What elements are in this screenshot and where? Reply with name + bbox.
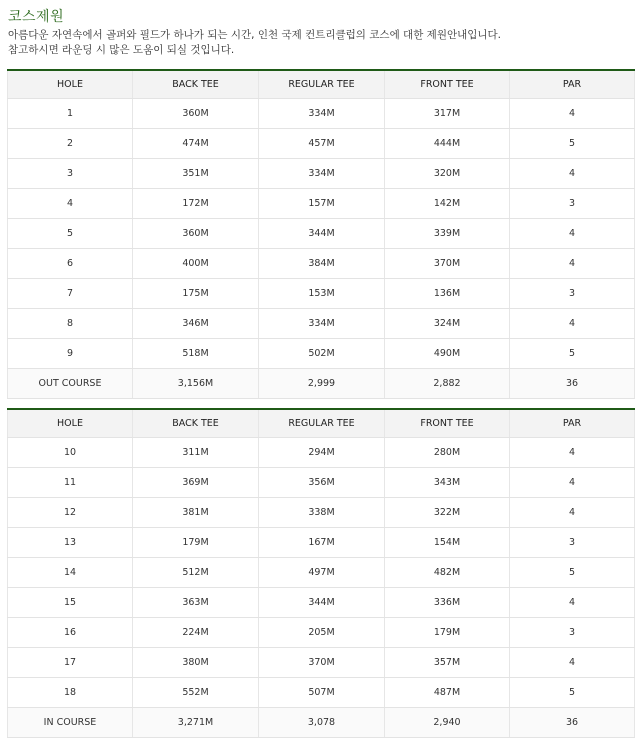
col-header-hole: HOLE	[8, 409, 133, 438]
cell-front-tee: 320M	[385, 159, 510, 189]
cell-regular-tee: 370M	[259, 648, 385, 678]
cell-front-tee: 370M	[385, 249, 510, 279]
table-row	[8, 219, 635, 249]
cell-front-tee: 490M	[385, 339, 510, 369]
table-row	[8, 309, 635, 339]
in-course-table	[7, 408, 635, 738]
cell-back-tee: 346M	[133, 309, 259, 339]
col-header-front-tee: FRONT TEE	[385, 70, 510, 99]
table-row	[8, 498, 635, 528]
cell-back-tee: 363M	[133, 588, 259, 618]
page-title: 코스제원	[8, 9, 65, 25]
col-header-par: PAR	[510, 409, 635, 438]
cell-par: 4	[510, 249, 635, 279]
cell-front-tee: 487M	[385, 678, 510, 708]
cell-hole: 2	[8, 129, 133, 159]
cell-front-tee: 357M	[385, 648, 510, 678]
cell-par: 5	[510, 558, 635, 588]
table-row	[8, 279, 635, 309]
total-label: OUT COURSE	[8, 369, 133, 399]
col-header-par: PAR	[510, 70, 635, 99]
table-row	[8, 438, 635, 468]
cell-front-tee: 343M	[385, 468, 510, 498]
total-regular-tee: 3,078	[259, 708, 385, 738]
table-header-row	[8, 70, 635, 99]
cell-par: 4	[510, 219, 635, 249]
cell-back-tee: 552M	[133, 678, 259, 708]
table-row	[8, 159, 635, 189]
cell-par: 4	[510, 309, 635, 339]
cell-back-tee: 381M	[133, 498, 259, 528]
out-course-table	[7, 69, 635, 399]
cell-regular-tee: 507M	[259, 678, 385, 708]
cell-back-tee: 360M	[133, 219, 259, 249]
total-par: 36	[510, 708, 635, 738]
cell-hole: 10	[8, 438, 133, 468]
cell-front-tee: 179M	[385, 618, 510, 648]
cell-front-tee: 322M	[385, 498, 510, 528]
total-par: 36	[510, 369, 635, 399]
cell-par: 5	[510, 339, 635, 369]
cell-regular-tee: 344M	[259, 219, 385, 249]
table-row	[8, 528, 635, 558]
table-row	[8, 249, 635, 279]
cell-back-tee: 224M	[133, 618, 259, 648]
table-row	[8, 588, 635, 618]
cell-front-tee: 336M	[385, 588, 510, 618]
col-header-front-tee: FRONT TEE	[385, 409, 510, 438]
total-label: IN COURSE	[8, 708, 133, 738]
cell-front-tee: 324M	[385, 309, 510, 339]
table-row	[8, 648, 635, 678]
table-row	[8, 618, 635, 648]
cell-back-tee: 311M	[133, 438, 259, 468]
cell-back-tee: 380M	[133, 648, 259, 678]
cell-hole: 8	[8, 309, 133, 339]
cell-back-tee: 172M	[133, 189, 259, 219]
cell-regular-tee: 497M	[259, 558, 385, 588]
description-line-2: 참고하시면 라운딩 시 많은 도움이 되실 것입니다.	[8, 44, 235, 56]
cell-hole: 18	[8, 678, 133, 708]
cell-front-tee: 482M	[385, 558, 510, 588]
cell-par: 4	[510, 159, 635, 189]
cell-hole: 15	[8, 588, 133, 618]
table-row	[8, 339, 635, 369]
cell-regular-tee: 294M	[259, 438, 385, 468]
cell-hole: 4	[8, 189, 133, 219]
cell-front-tee: 444M	[385, 129, 510, 159]
cell-par: 3	[510, 279, 635, 309]
cell-back-tee: 360M	[133, 99, 259, 129]
cell-regular-tee: 205M	[259, 618, 385, 648]
cell-regular-tee: 344M	[259, 588, 385, 618]
table-header-row	[8, 409, 635, 438]
cell-hole: 17	[8, 648, 133, 678]
table-row	[8, 99, 635, 129]
total-front-tee: 2,940	[385, 708, 510, 738]
cell-regular-tee: 502M	[259, 339, 385, 369]
total-regular-tee: 2,999	[259, 369, 385, 399]
out-course-total-row	[8, 369, 635, 399]
cell-front-tee: 280M	[385, 438, 510, 468]
cell-regular-tee: 338M	[259, 498, 385, 528]
cell-front-tee: 317M	[385, 99, 510, 129]
table-row	[8, 558, 635, 588]
cell-back-tee: 369M	[133, 468, 259, 498]
cell-back-tee: 474M	[133, 129, 259, 159]
cell-front-tee: 339M	[385, 219, 510, 249]
cell-regular-tee: 153M	[259, 279, 385, 309]
col-header-hole: HOLE	[8, 70, 133, 99]
table-row	[8, 129, 635, 159]
cell-hole: 3	[8, 159, 133, 189]
cell-back-tee: 518M	[133, 339, 259, 369]
table-row	[8, 189, 635, 219]
table-row	[8, 678, 635, 708]
cell-back-tee: 400M	[133, 249, 259, 279]
total-front-tee: 2,882	[385, 369, 510, 399]
cell-par: 4	[510, 648, 635, 678]
in-course-total-row	[8, 708, 635, 738]
cell-hole: 5	[8, 219, 133, 249]
cell-regular-tee: 457M	[259, 129, 385, 159]
cell-back-tee: 512M	[133, 558, 259, 588]
cell-par: 5	[510, 129, 635, 159]
cell-par: 3	[510, 189, 635, 219]
cell-hole: 14	[8, 558, 133, 588]
col-header-regular-tee: REGULAR TEE	[259, 70, 385, 99]
cell-par: 4	[510, 498, 635, 528]
total-back-tee: 3,156M	[133, 369, 259, 399]
cell-hole: 12	[8, 498, 133, 528]
cell-par: 5	[510, 678, 635, 708]
cell-par: 3	[510, 618, 635, 648]
cell-regular-tee: 167M	[259, 528, 385, 558]
cell-regular-tee: 334M	[259, 159, 385, 189]
cell-regular-tee: 334M	[259, 99, 385, 129]
cell-hole: 1	[8, 99, 133, 129]
cell-front-tee: 142M	[385, 189, 510, 219]
cell-hole: 11	[8, 468, 133, 498]
cell-hole: 7	[8, 279, 133, 309]
col-header-regular-tee: REGULAR TEE	[259, 409, 385, 438]
col-header-back-tee: BACK TEE	[133, 409, 259, 438]
cell-regular-tee: 384M	[259, 249, 385, 279]
cell-hole: 6	[8, 249, 133, 279]
table-row	[8, 468, 635, 498]
cell-par: 4	[510, 438, 635, 468]
cell-par: 4	[510, 99, 635, 129]
cell-hole: 16	[8, 618, 133, 648]
cell-front-tee: 154M	[385, 528, 510, 558]
cell-regular-tee: 334M	[259, 309, 385, 339]
cell-par: 4	[510, 588, 635, 618]
cell-regular-tee: 356M	[259, 468, 385, 498]
cell-front-tee: 136M	[385, 279, 510, 309]
cell-par: 3	[510, 528, 635, 558]
cell-hole: 13	[8, 528, 133, 558]
cell-back-tee: 351M	[133, 159, 259, 189]
cell-back-tee: 179M	[133, 528, 259, 558]
page-description	[8, 28, 501, 58]
cell-par: 4	[510, 468, 635, 498]
cell-hole: 9	[8, 339, 133, 369]
description-line-1: 아름다운 자연속에서 골퍼와 필드가 하나가 되는 시간, 인천 국제 컨트리클럽의 코스에 대한 제원안내입니다.	[8, 29, 502, 41]
cell-regular-tee: 157M	[259, 189, 385, 219]
cell-back-tee: 175M	[133, 279, 259, 309]
col-header-back-tee: BACK TEE	[133, 70, 259, 99]
total-back-tee: 3,271M	[133, 708, 259, 738]
